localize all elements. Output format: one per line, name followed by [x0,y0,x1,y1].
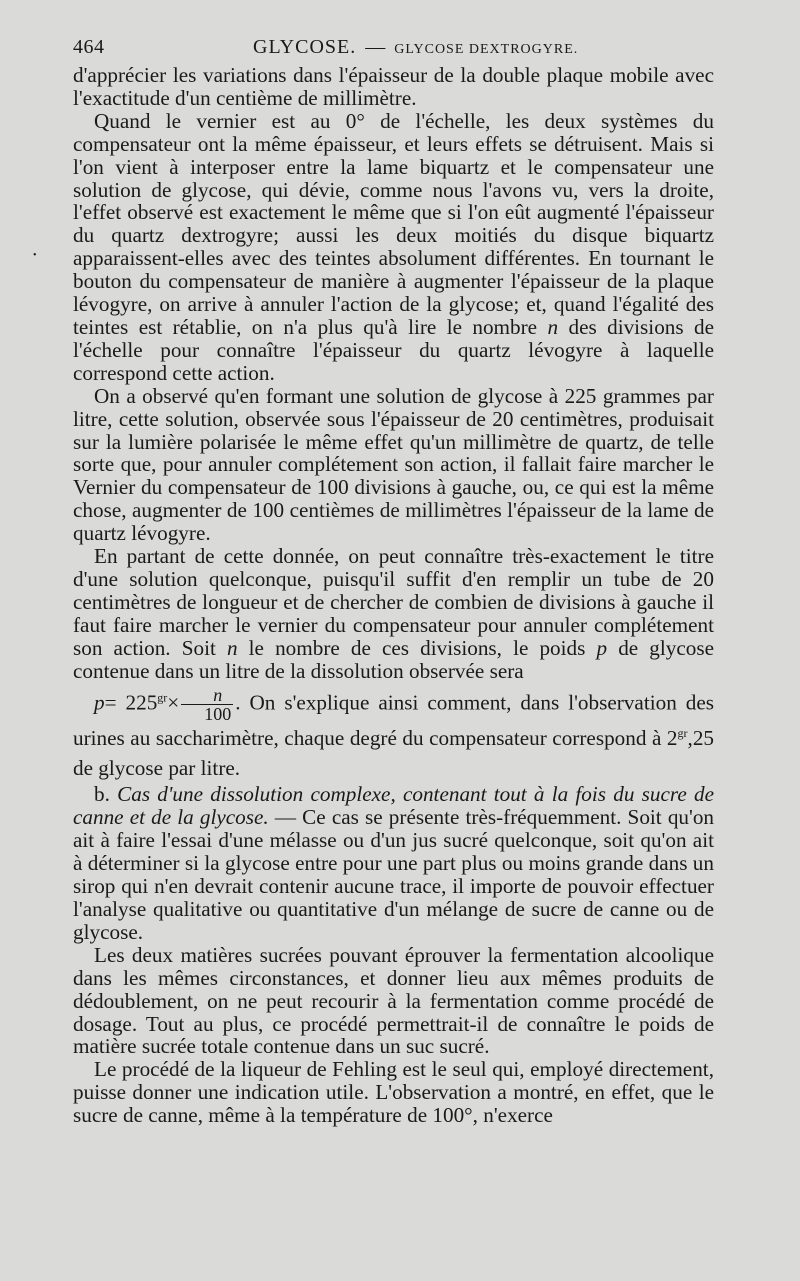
variable-p: p [596,635,608,660]
running-head-sub: GLYCOSE DEXTROGYRE. [394,42,579,57]
paragraph-2 [73,110,714,385]
section-dash: — [274,805,297,830]
formula-after: . On s'explique ainsi comment, dans l'observation des urines au saccharimètre, chaque degré du compensateur correspond à 2 [73,690,714,751]
margin-speck: • [33,250,37,261]
paragraph-1: d'apprécier les variations dans l'épaisseur de la double plaque mobile avec l'exactitude d'un centième de millimètre. [73,63,714,110]
paragraph-3: On a observé qu'en formant une solution de glycose à 225 grammes par litre, cette solution, observée sous l'épaisseur de 20 centimètres, produisait sur la lumière polarisée le même effet qu'un millimètre de quartz, de telle sorte que, pour annuler complétement son action, il fallait faire marcher le Vernier du compensateur de 100 divisions à gauche, ou, ce qui est la même chose, augmenter de 100 centièmes de millimètres l'épaisseur de la lame de quartz lévogyre. [73,383,714,546]
variable-n: n [547,314,559,339]
paragraph-4-text-b: le nombre de ces divisions, le poids [248,635,586,660]
section-label: b. [94,782,110,807]
paragraph-4-text-a: En partant de cette donnée, on peut connaître très-exactement le titre d'une solution quelconque, puisqu'il suffit d'en remplir un tube de 20 centimètres de longueur et de chercher de combien de divisions à gauche il faut faire marcher le vernier du compensateur pour annuler complétement son action. Soit [73,544,714,660]
formula-unit: gr [157,690,168,705]
formula-numerator: n [181,686,233,705]
running-head-dash: — [365,36,386,58]
formula-lhs: p [94,690,105,715]
paragraph-7: Le procédé de la liqueur de Fehling est le seul qui, employé directement, puisse donner une indication utile. L'observation a montré, en effet, que le sucre de canne, même à la température de 100°, n'exerce [73,1057,714,1128]
paragraph-2-text: Quand le vernier est au 0° de l'échelle, les deux systèmes du compensateur ont la même épaisseur, et leurs effets se détruisent. Mais si l'on vient à interposer entre la lame biquartz et le compensateur une solution de glycose, qui dévie, comme nous l'avons vu, vers la droite, l'effet observé est exactement le même que si l'on eût augmenté l'épaisseur du quartz dextrogyre; aussi les deux moitiés du disque biquartz apparaissent-elles avec des teintes absolument différentes. En tournant le bouton du compensateur de manière à augmenter l'épaisseur de la plaque lévogyre, on arrive à annuler l'action de la glycose; et, quand l'égalité des teintes est rétablie, on n'a plus qu'à lire le nombre [73,108,714,339]
paragraph-5 [73,783,714,943]
formula-denominator: 100 [204,704,232,725]
formula-unit-2: gr [677,726,688,741]
paragraph-4-text-c: de glycose contenue dans un litre de la dissolution observée sera [73,635,715,683]
paragraph-5-text: Ce cas se présente très-fréquemment. Soit qu'on ait à faire l'essai d'une mélasse ou d'un jus sucré quelconque, soit qu'on ait à déterminer si la glycose entre pour une part plus ou moins grande dans un sirop qui n'en devrait contenir aucune trace, il importe de pouvoir effectuer l'analyse qualitative ou quantitative d'un mélange de sucre de canne ou de glycose. [73,805,715,944]
body-text [73,64,714,1127]
section-title: Cas d'une dissolution complexe, contenant tout à la fois du sucre de canne et de la glycose. [73,782,714,830]
formula-times: × [167,690,180,715]
variable-n: n [226,635,238,660]
formula-end: ,25 de glycose par litre. [73,726,714,781]
paragraph-2-end: des divisions de l'échelle pour connaître l'épaisseur du quartz lévogyre à laquelle correspond cette action. [73,314,715,385]
formula-fraction [181,686,233,723]
page-number: 464 [73,36,105,58]
paragraph-4 [73,545,714,783]
page-header [73,30,714,64]
paragraph-6: Les deux matières sucrées pouvant éprouver la fermentation alcoolique dans les mêmes circonstances, et donner lieu aux mêmes produits de dédoublement, on ne peut recourir à la fermentation comme procédé de dosage. Tout au plus, ce procédé permettrait-il de connaître le poids de matière sucrée totale contenue dans un suc sucré. [73,942,714,1059]
running-head-main: GLYCOSE. [253,36,357,58]
running-head [253,30,578,67]
formula [73,686,714,783]
formula-eq: = 225 [104,690,158,715]
